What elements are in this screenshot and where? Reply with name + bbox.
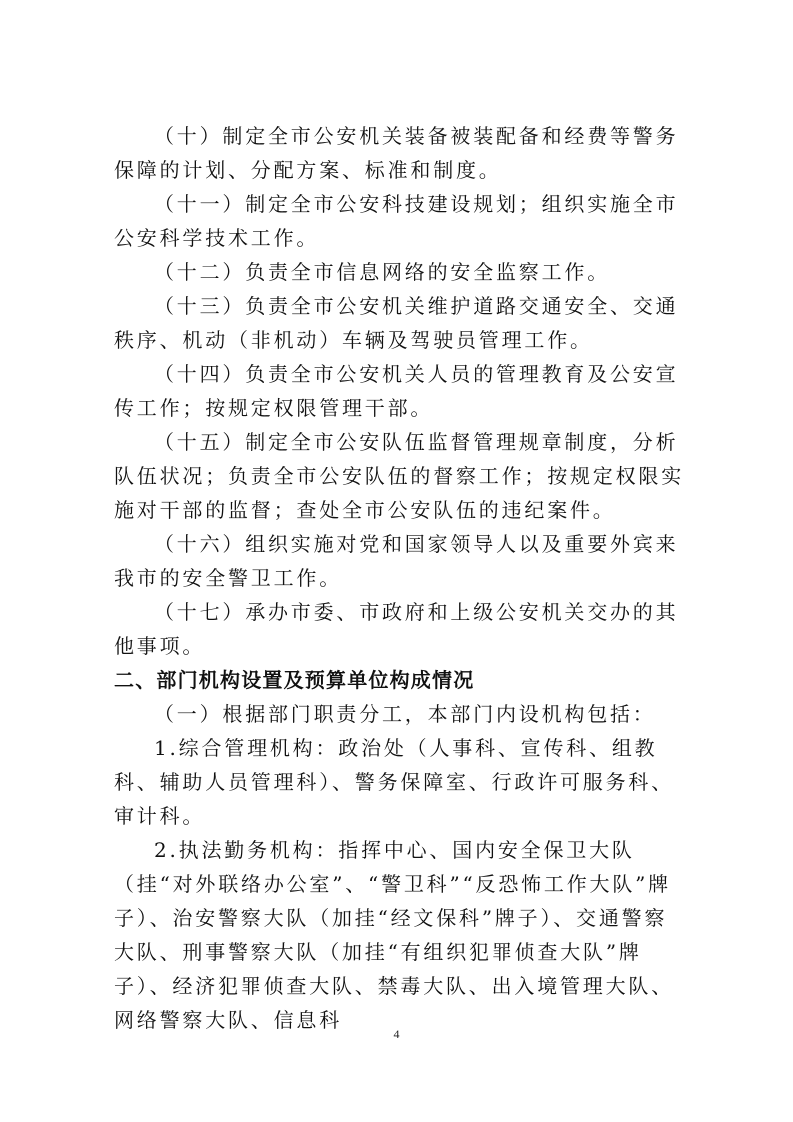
paragraph-item-17: （十七）承办市委、市政府和上级公安机关交办的其他事项。 <box>114 600 679 658</box>
org-item-law-enforcement: 2.执法勤务机构：指挥中心、国内安全保卫大队（挂“对外联络办公室”、“警卫科”“反恐怖工作大队”牌子）、治安警察大队（加挂“经文保科”牌子）、交通警察大队、刑事警察大队（加挂“有组织犯罪侦查大队”牌子）、经济犯罪侦查大队、禁毒大队、出入境管理大队、网络警察大队、信息科 <box>114 838 674 1032</box>
paragraph-item-16: （十六）组织实施对党和国家领导人以及重要外宾来我市的安全警卫工作。 <box>114 532 679 590</box>
paragraph-item-15: （十五）制定全市公安队伍监督管理规章制度，分析队伍状况；负责全市公安队伍的督察工作；按规定权限实施对干部的监督；查处全市公安队伍的违纪案件。 <box>114 430 684 522</box>
document-body <box>114 119 686 1037</box>
page-number: 4 <box>393 1027 400 1041</box>
paragraph-item-13: （十三）负责全市公安机关维护道路交通安全、交通秩序、机动（非机动）车辆及驾驶员管理工作。 <box>114 294 679 352</box>
org-item-comprehensive: 1.综合管理机构：政治处（人事科、宣传科、组教科、辅助人员管理科）、警务保障室、行政许可服务科、审计科。 <box>114 736 674 828</box>
paragraph-item-10: （十）制定全市公安机关装备被装配备和经费等警务保障的计划、分配方案、标准和制度。 <box>114 124 679 182</box>
section-heading: 二、部门机构设置及预算单位构成情况 <box>114 668 475 692</box>
subsection-intro: （一）根据部门职责分工，本部门内设机构包括： <box>154 702 656 726</box>
paragraph-item-14: （十四）负责全市公安机关人员的管理教育及公安宣传工作；按规定权限管理干部。 <box>114 362 679 420</box>
paragraph-item-11: （十一）制定全市公安科技建设规划；组织实施全市公安科学技术工作。 <box>114 192 679 250</box>
paragraph-item-12: （十二）负责全市信息网络的安全监察工作。 <box>154 260 610 284</box>
